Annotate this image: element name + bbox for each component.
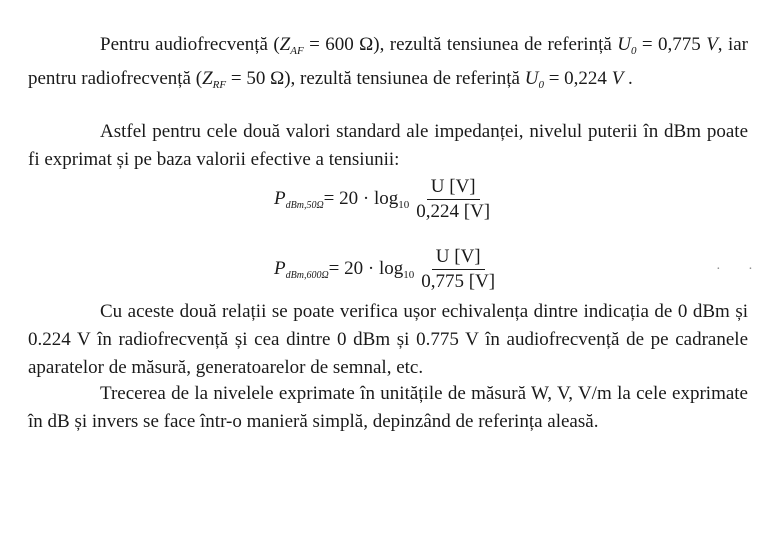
log-base: 10 [403, 269, 415, 281]
formula-lhs [274, 188, 324, 211]
paragraph-reference-voltages [28, 31, 748, 99]
subscript: dBm,50Ω [285, 200, 324, 211]
denominator: 0,224 [V] [416, 201, 491, 222]
text: . [623, 68, 633, 89]
log-base: 10 [398, 199, 410, 211]
formula-lhs [274, 258, 329, 281]
subscript: dBm,600Ω [285, 270, 329, 281]
formula-log [329, 258, 415, 281]
symbol-z: Z [202, 68, 213, 89]
text: Pentru audiofrecvență ( [100, 34, 280, 55]
symbol-p: P [274, 258, 286, 279]
text: = 50 Ω), rezultă tensiunea de referință [226, 68, 525, 89]
text: = 0,224 [543, 68, 612, 89]
symbol-p: P [274, 188, 286, 209]
paragraph-equivalence: Cu aceste două relații se poate verifica ușor echivalența dintre indicația de 0 dBm și 0.224 V în radiofrecvență și cea dintre 0 dBm și 0.775 V în audiofrecvență de pe cadranele aparatelor de măsură, generatoarelor de semnal, etc. [28, 301, 748, 378]
fraction [412, 176, 494, 223]
subscript-af: AF [290, 45, 304, 57]
numerator: U [V] [427, 176, 480, 200]
denominator: 0,775 [V] [421, 271, 496, 292]
subscript-rf: RF [212, 79, 227, 91]
formula-dbm-600ohm [274, 246, 499, 293]
text: = 0,775 [636, 34, 707, 55]
text: = 20 · log [328, 258, 404, 279]
stray-dots: · · [716, 262, 765, 277]
unit-v: V [611, 68, 624, 89]
paragraph-dbm-intro: Astfel pentru cele două valori standard ale impedanței, nivelul puterii în dBm poate fi exprimat și pe baza valorii efective a tensiunii: [28, 121, 748, 170]
paragraph-conversion: Trecerea de la nivelele exprimate în unitățile de măsură W, V, V/m la cele exprimate în dB și invers se face într-o manieră simplă, depinzând de referința aleasă. [28, 383, 748, 432]
unit-v: V [706, 34, 718, 55]
numerator: U [V] [432, 246, 485, 270]
text: , iar pentru radiofrecvență ( [28, 34, 749, 89]
fraction [417, 246, 499, 293]
formula-dbm-50ohm [274, 176, 494, 223]
symbol-u: U [617, 34, 631, 55]
symbol-z: Z [279, 34, 291, 55]
text: = 20 · log [323, 188, 399, 209]
subscript-0: 0 [630, 45, 637, 57]
subscript-0: 0 [538, 79, 544, 91]
symbol-u: U [524, 68, 539, 89]
text: = 600 Ω), rezultă tensiunea de referință [303, 34, 618, 55]
formula-log [324, 188, 410, 211]
